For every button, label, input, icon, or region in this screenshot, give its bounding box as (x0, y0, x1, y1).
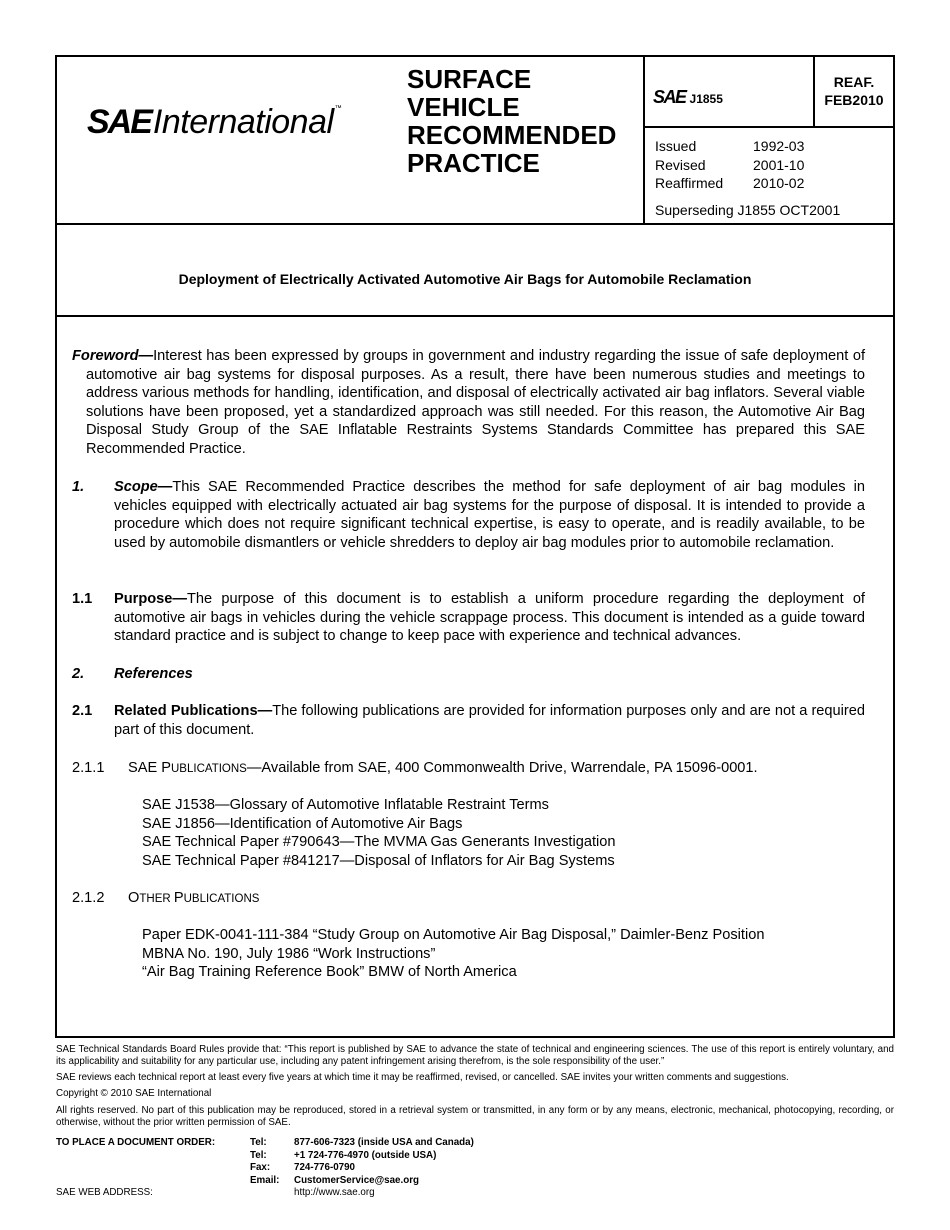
purpose-label: Purpose— (114, 591, 187, 607)
section-number: 2. (72, 666, 85, 682)
document-header (57, 57, 893, 225)
rights-text: All rights reserved. No part of this publication may be reproduced, stored in a retrieval system or transmitted, in any form or by any means, electronic, mechanical, photocopying, recording, or otherwise, without the prior written permission of SAE. (56, 1105, 894, 1128)
title-row (57, 225, 893, 317)
doc-number: J1855 (689, 92, 723, 106)
date-label: Reaffirmed (655, 175, 724, 191)
doc-type-line: PRACTICE (407, 148, 540, 178)
reference-item: SAE Technical Paper #841217—Disposal of Inflators for Air Bag Systems (142, 852, 615, 869)
contact-value: 877-606-7323 (inside USA and Canada) (294, 1137, 474, 1148)
logo-word: International (152, 103, 334, 141)
related-publications-label: Related Publications— (114, 703, 273, 719)
document-type (407, 65, 643, 177)
order-label: TO PLACE A DOCUMENT ORDER: (56, 1137, 216, 1148)
review-text: SAE reviews each technical report at least every five years at which time it may be reaffirmed, revised, or cancelled. SAE invites your written comments and suggestions. (56, 1072, 789, 1083)
document-number (653, 87, 723, 108)
scope-text: This SAE Recommended Practice describes the method for safe deployment of air bag modules in vehicles equipped with electrically actuated air bag systems for the purpose of disposal. It is intended to provide a procedure which does not require significant technical expertise, is easy to operate, and is readily available, to be used by automobile dismantlers or vehicle shredders to deploy air bag modules prior to automobile reclamation. (114, 479, 865, 551)
section-number: 2.1.2 (72, 890, 105, 906)
foreword-text: Interest has been expressed by groups in government and industry regarding the issue of safe deployment of automotive air bag systems for disposal purposes. As a result, there have been numerous studies and meetings to address various methods for handling, identification, and disposal of electrically activated air bag inflators. Several viable solutions have been proposed, yet a standardized approach was still needed. For this reason, the Automotive Air Bag Disposal Study Group of the SAE Inflatable Restraints Systems Standards Committee has prepared this SAE Recommended Practice. (86, 348, 865, 457)
reference-item: MBNA No. 190, July 1986 “Work Instructions” (142, 945, 436, 962)
copyright-text: Copyright © 2010 SAE International (56, 1088, 212, 1099)
date-row (655, 137, 804, 156)
foreword-paragraph (72, 347, 865, 458)
related-publications-text: The following publications are provided for information purposes only and are not a required part of this document. (114, 703, 865, 738)
sae-international-logo (87, 105, 342, 139)
references-heading: References (114, 666, 193, 682)
document-title: Deployment of Electrically Activated Automotive Air Bags for Automobile Reclamation (178, 271, 752, 287)
other-reference-list (142, 926, 764, 982)
reaf-date: FEB2010 (824, 92, 884, 108)
doc-type-line: RECOMMENDED (407, 120, 617, 150)
email-link[interactable]: CustomerService@sae.org (294, 1174, 419, 1186)
contact-label: Email: (250, 1174, 280, 1186)
section-number: 2.1.1 (72, 760, 105, 776)
purpose-paragraph (114, 590, 865, 646)
contact-label: Fax: (250, 1162, 271, 1174)
contact-value: 724-776-0790 (294, 1162, 356, 1174)
date-row (655, 156, 804, 175)
section-number: 1. (72, 479, 85, 495)
reaffirmation-box (815, 73, 893, 109)
contact-value: +1 724-776-4970 (outside USA) (294, 1149, 437, 1161)
header-divider (643, 57, 645, 225)
doc-type-line: VEHICLE (407, 92, 520, 122)
section-number: 2.1 (72, 703, 93, 719)
other-publications-heading: OTHER PUBLICATIONS (128, 890, 260, 906)
purpose-text: The purpose of this document is to establish a uniform procedure regarding the deployment of automotive air bags in vehicles during the vehicle scrappage process. This document is intended as a guide toward standard practice and is subject to change to keep pace with experience and technical advances. (114, 591, 865, 644)
date-label: Revised (655, 156, 706, 173)
section-number: 1.1 (72, 591, 93, 607)
logo-trademark: ™ (334, 105, 342, 112)
scope-paragraph (114, 478, 865, 552)
board-rules-text: SAE Technical Standards Board Rules provide that: “This report is published by SAE to advance the state of technical and engineering sciences. The use of this report is entirely voluntary, and its applicability and suitability for any particular use, including any patent infringement arising therefrom, is the sole responsibility of the user.” (56, 1044, 894, 1067)
date-row (655, 174, 804, 193)
web-label: SAE WEB ADDRESS: (56, 1187, 153, 1199)
sae-mark-small: SAE (653, 87, 686, 107)
date-label: Issued (655, 138, 697, 154)
logo-mark: SAE (87, 103, 151, 141)
sae-publications-text: —Available from SAE, 400 Commonwealth Drive, Warrendale, PA 15096-0001. (246, 760, 758, 776)
web-link[interactable]: http://www.sae.org (294, 1187, 375, 1199)
sae-reference-list (142, 796, 615, 870)
reference-item: Paper EDK-0041-111-384 “Study Group on Automotive Air Bag Disposal,” Daimler-Benz Position (142, 927, 765, 943)
date-value: 1992-03 (753, 138, 805, 154)
sae-publications-label: SAE PUBLICATIONS (128, 760, 247, 776)
foreword-label: Foreword— (72, 348, 154, 364)
document-frame (55, 55, 895, 1038)
reference-item: SAE Technical Paper #790643—The MVMA Gas Generants Investigation (142, 834, 616, 850)
superseding-note: Superseding J1855 OCT2001 (655, 202, 841, 218)
doc-type-line: SURFACE (407, 64, 532, 94)
reference-item: SAE J1856—Identification of Automotive Air Bags (142, 815, 463, 832)
date-value: 2001-10 (753, 156, 805, 173)
legal-footer (56, 1044, 894, 1129)
reference-item: “Air Bag Training Reference Book” BMW of North America (142, 964, 517, 980)
contact-label: Tel: (250, 1137, 267, 1148)
reference-item: SAE J1538—Glossary of Automotive Inflatable Restraint Terms (142, 797, 549, 813)
reaf-label: REAF. (833, 74, 875, 90)
related-publications-paragraph (114, 702, 865, 739)
header-divider (645, 126, 893, 128)
date-history (655, 137, 804, 193)
scope-label: Scope— (114, 479, 173, 495)
sae-publications-paragraph (128, 759, 758, 779)
contact-label: Tel: (250, 1149, 267, 1161)
date-value: 2010-02 (753, 175, 805, 191)
